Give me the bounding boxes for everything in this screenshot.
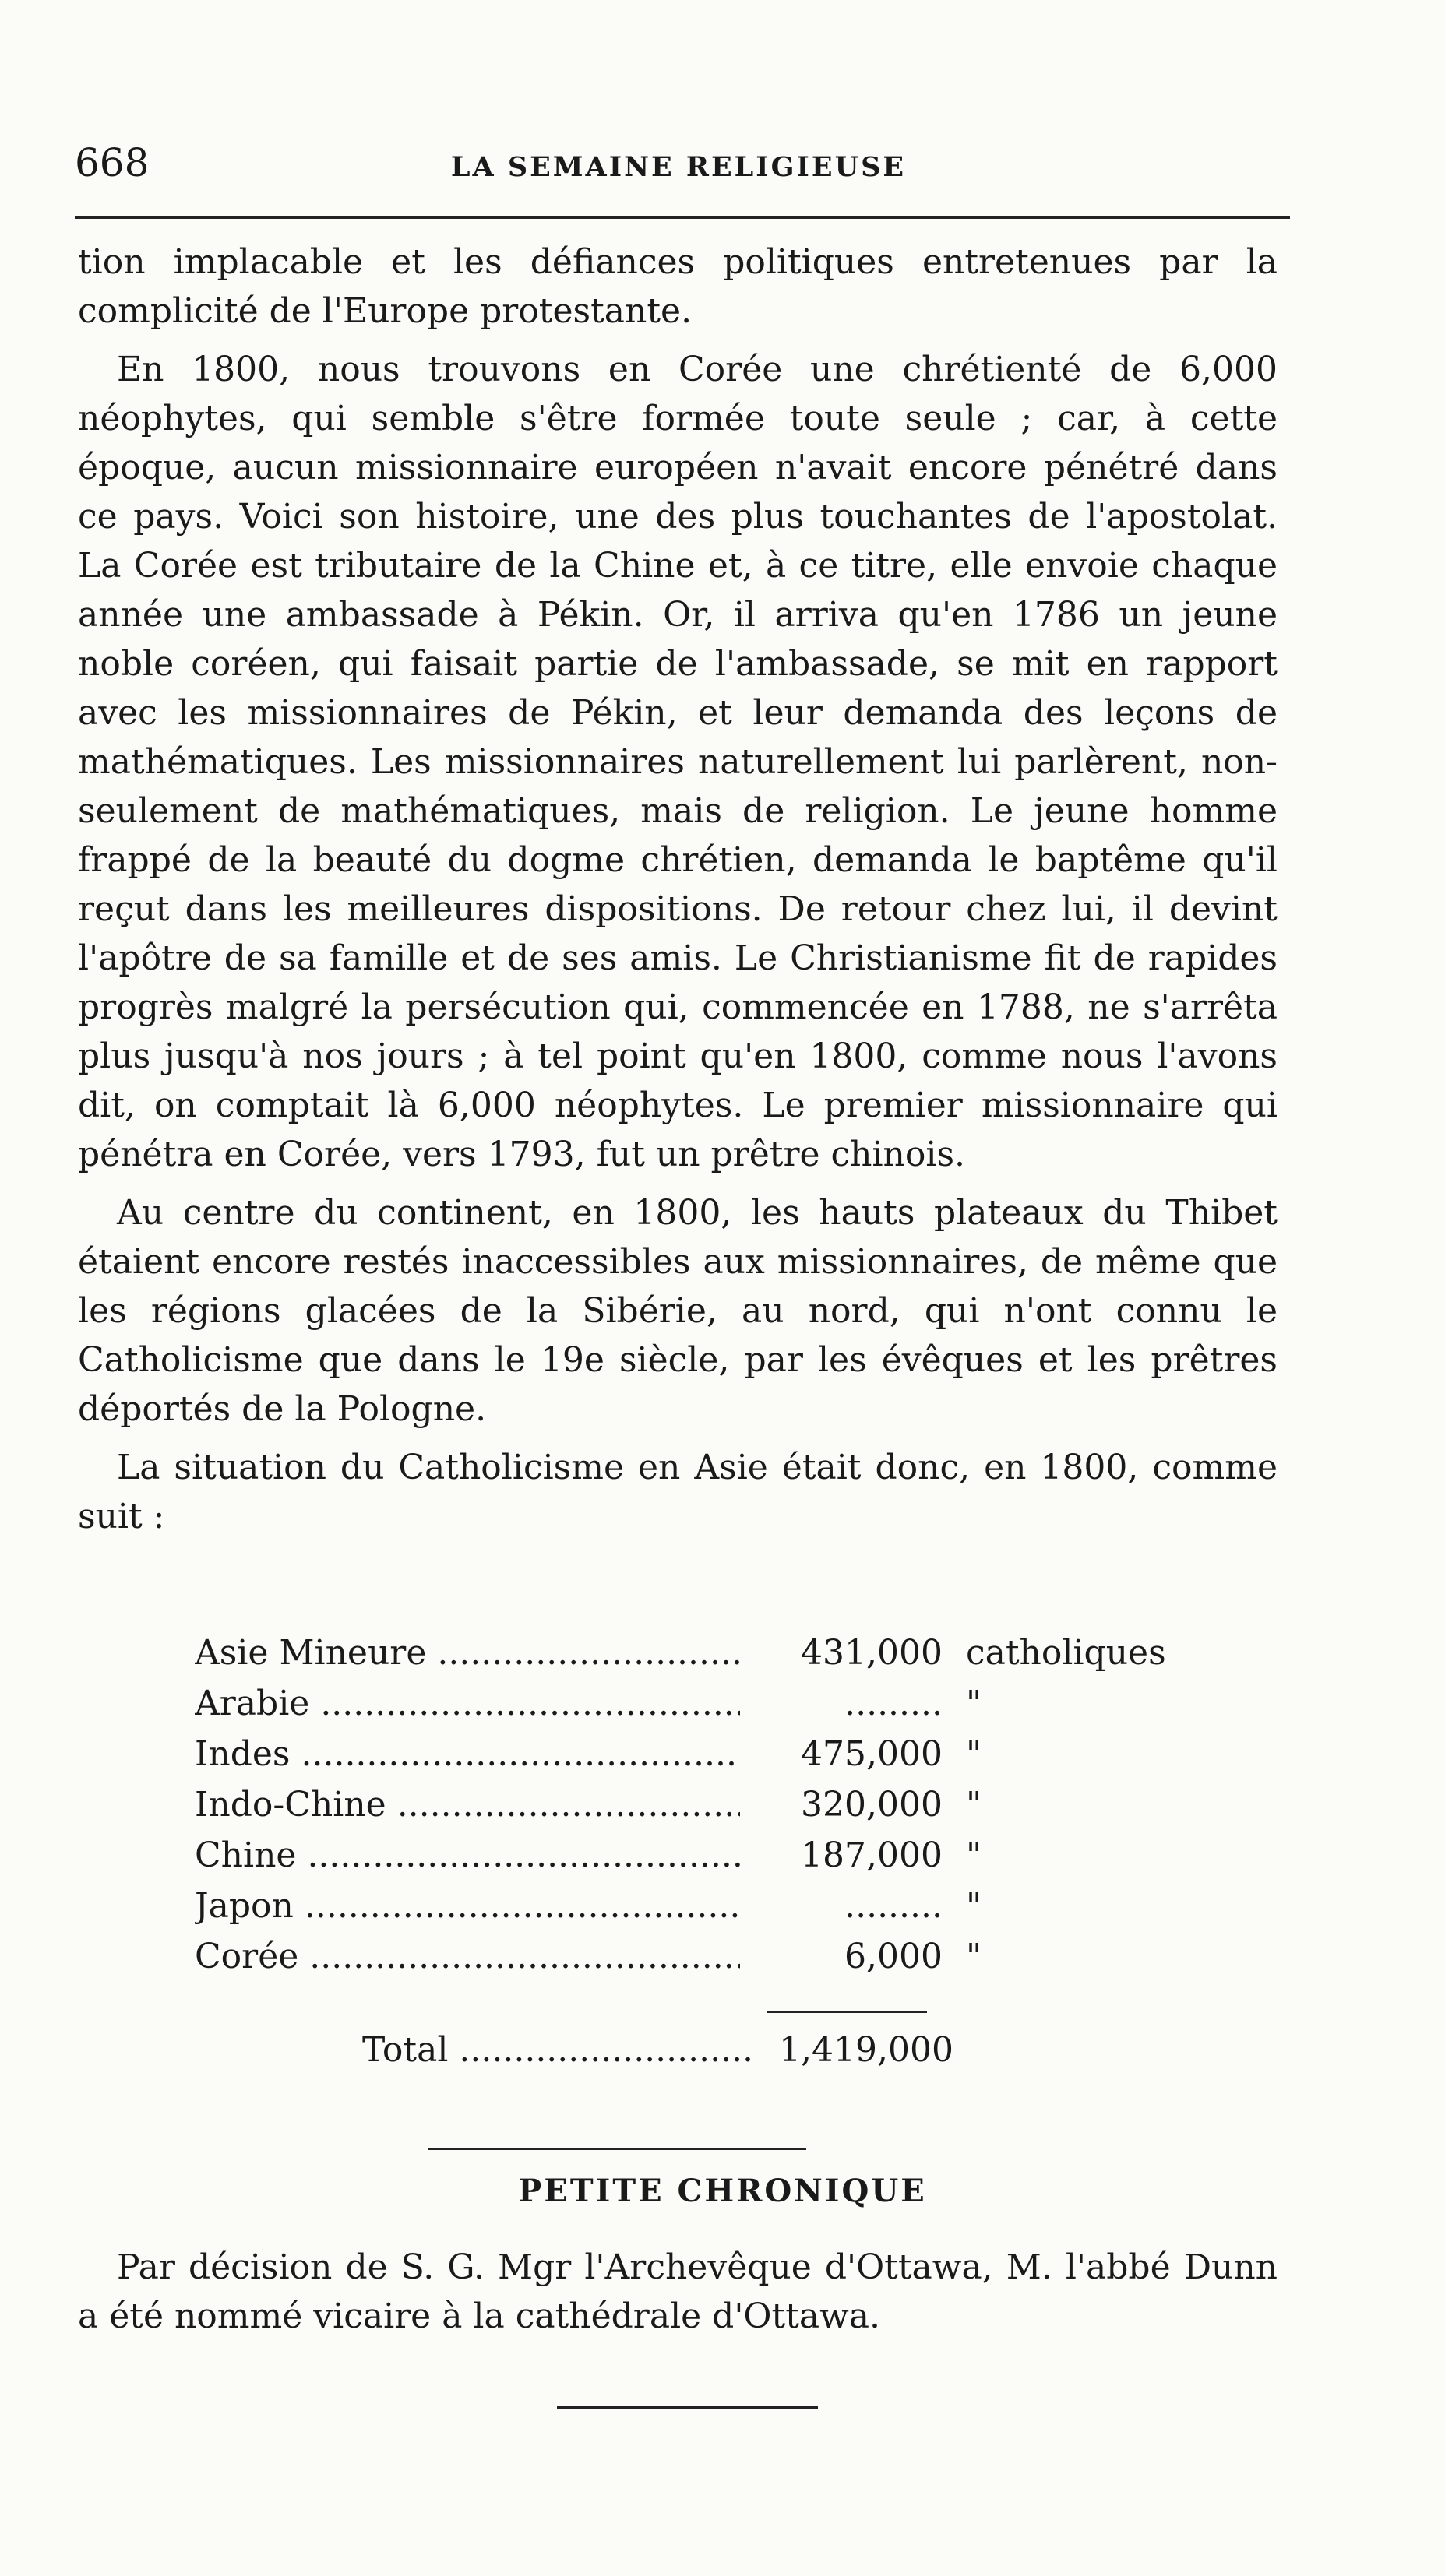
row-label: Japon ..... xyxy=(195,1881,740,1931)
paragraph-coree: En 1800, nous trouvons en Corée une chrétienté de 6,000 néophytes, qui semble s'être formée toute seule ; car, à cette époque, aucun missionnaire européen n'avait encore pénétré dans ce pays. Voici son histoire, une des plus touchantes de l'apostolat. La Corée est tributaire de la Chine et, à ce titre, elle envoie chaque année une ambassade à Pékin. Or, il arriva qu'en 1786 un jeune noble coréen, qui faisait partie de l'ambassade, se mit en rapport avec les missionnaires de Pékin, et leur demanda des leçons de mathématiques. Les missionnaires naturellement lui parlèrent, non-seulement de mathématiques, mais de religion. Le jeune homme frappé de la beauté du dogme chrétien, demanda le baptême qu'il reçut dans les meilleures dispositions. De retour chez lui, il devint l'apôtre de sa famille et de ses amis. Le Christianisme fit de rapides progrès malgré la persécution qui, commencée en 1788, ne s'arrêta plus jusqu'à nos jours ; à tel point qu'en 1800, comme nous l'avons dit, on comptait là 6,000 néophytes. Le premier missionnaire qui pénétra en Corée, vers 1793, fut un prêtre chinois. xyxy=(78,350,1278,1174)
section-divider xyxy=(428,2148,806,2150)
row-label: Indes ..... xyxy=(195,1729,740,1779)
table-row xyxy=(195,1830,1207,1881)
sum-rule xyxy=(767,2011,927,2013)
row-value: ......... xyxy=(844,1886,943,1926)
total-label: Total ..... xyxy=(362,2025,756,2075)
table-row xyxy=(195,1729,1207,1779)
statistics-table xyxy=(195,1628,1207,1982)
row-label: Arabie ..... xyxy=(195,1678,740,1729)
row-value: 187,000 xyxy=(801,1835,943,1875)
paragraph-continuation: tion implacable et les défiances politiques entretenues par la complicité de l'Europe protestante. xyxy=(78,242,1278,331)
row-unit: " xyxy=(966,1785,982,1825)
row-unit: " xyxy=(966,1835,982,1875)
end-divider xyxy=(557,2406,818,2409)
header-rule xyxy=(75,216,1290,219)
table-row xyxy=(195,1931,1207,1982)
row-unit: " xyxy=(966,1684,982,1723)
row-label: Indo-Chine ..... xyxy=(195,1779,740,1830)
running-title: LA SEMAINE RELIGIEUSE xyxy=(450,151,907,183)
page-header xyxy=(75,140,1282,202)
total-value: 1,419,000 xyxy=(779,2030,953,2070)
row-label: Asie Mineure ..... xyxy=(195,1628,740,1678)
section-title: PETITE CHRONIQUE xyxy=(518,2173,927,2209)
row-label: Chine ..... xyxy=(195,1830,740,1881)
row-unit: " xyxy=(966,1734,982,1774)
table-row xyxy=(195,1779,1207,1830)
article-body xyxy=(78,238,1278,1550)
table-row xyxy=(195,1628,1207,1678)
total-row xyxy=(362,2025,953,2075)
row-unit: " xyxy=(966,1886,982,1926)
table-row xyxy=(195,1678,1207,1729)
paragraph-thibet: Au centre du continent, en 1800, les hauts plateaux du Thibet étaient encore restés inaccessibles aux missionnaires, de même que les régions glacées de la Sibérie, au nord, qui n'ont connu le Catholicisme que dans le 19e siècle, par les évêques et les prêtres déportés de la Pologne. xyxy=(78,1193,1278,1429)
row-value: 6,000 xyxy=(844,1937,943,1976)
row-value: ......... xyxy=(844,1684,943,1723)
page-number: 668 xyxy=(75,140,150,185)
row-label: Corée ..... xyxy=(195,1931,740,1982)
paragraph-situation: La situation du Catholicisme en Asie était donc, en 1800, comme suit : xyxy=(78,1448,1278,1536)
row-unit: catholiques xyxy=(966,1633,1166,1673)
row-unit: " xyxy=(966,1937,982,1976)
row-value: 320,000 xyxy=(801,1785,943,1825)
row-value: 431,000 xyxy=(801,1633,943,1673)
chronique-paragraph: Par décision de S. G. Mgr l'Archevêque d'Ottawa, M. l'abbé Dunn a été nommé vicaire à la cathédrale d'Ottawa. xyxy=(78,2247,1278,2336)
table-row xyxy=(195,1881,1207,1931)
row-value: 475,000 xyxy=(801,1734,943,1774)
